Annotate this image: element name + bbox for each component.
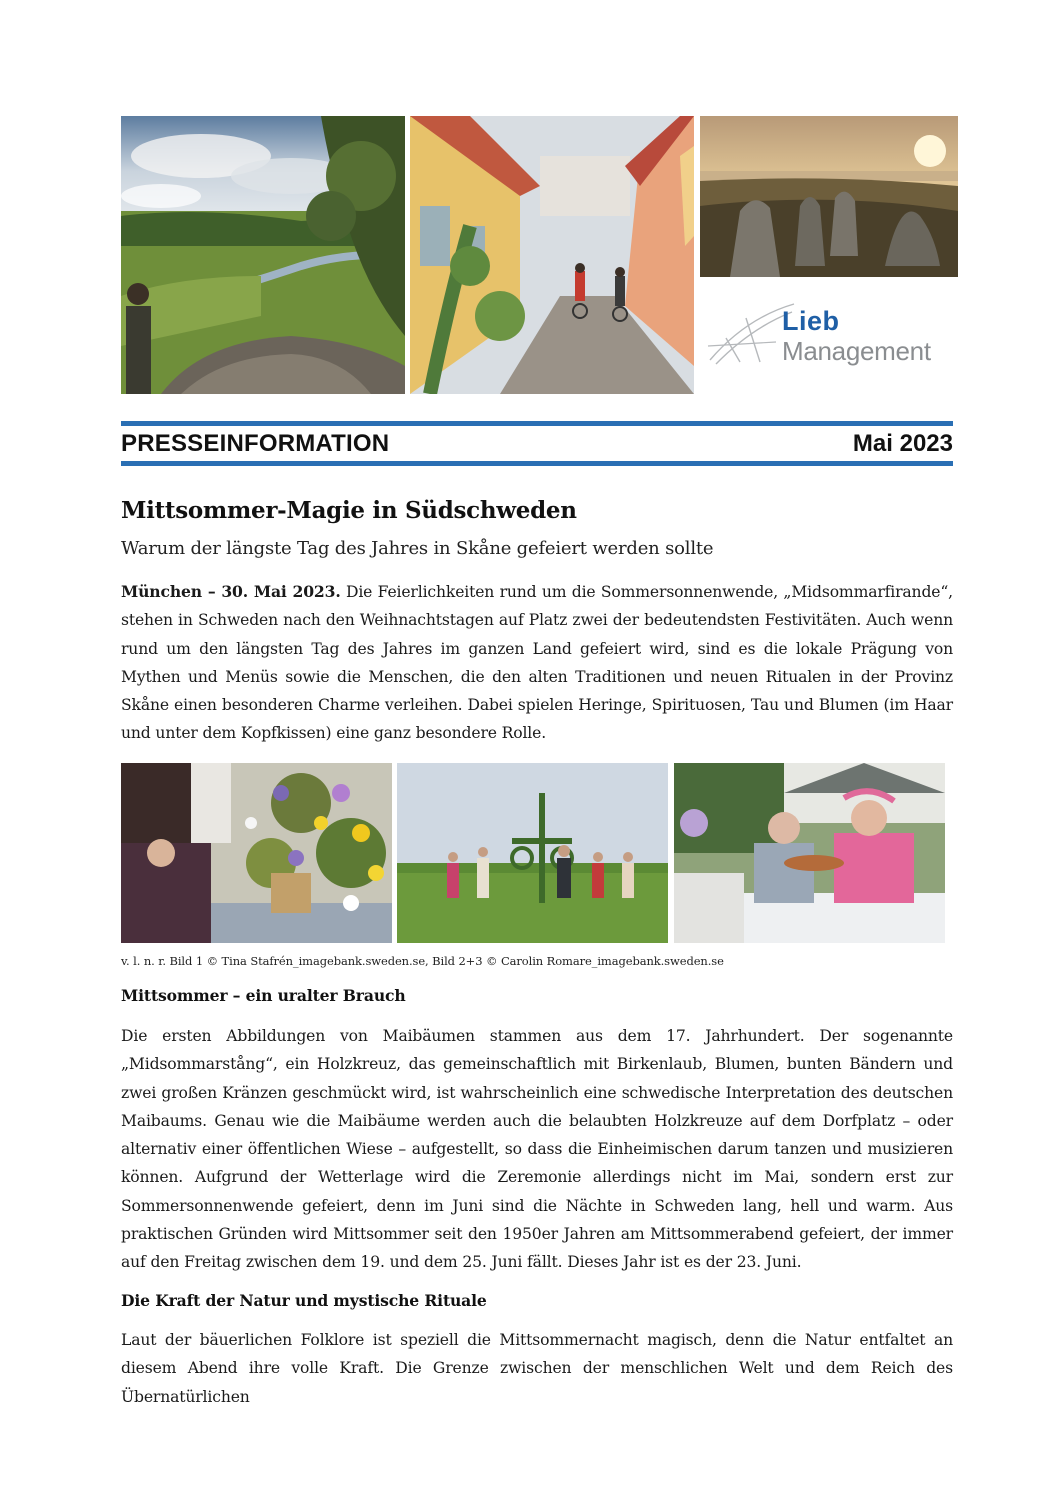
banner-bottom-rule (121, 461, 953, 466)
lead-paragraph (121, 578, 953, 748)
logo-line1: Lieb (782, 306, 840, 336)
section1-heading: Mittsommer – ein uralter Brauch (121, 986, 406, 1005)
section1-paragraph: Die ersten Abbildungen von Maibäumen stammen aus dem 17. Jahrhundert. Der sogenannte „Midsommarstång“, ein Holzkreuz, das gemeinschaftlich mit Birkenlaub, Blumen, bunten Bändern und zwei großen Kränzen geschmückt wird, ist wahrscheinlich eine schwedische Interpretation des deutschen Maibaums. Genau wie die Maibäume werden auch die belaubten Holzkreuze auf dem Dorfplatz – oder alternativ einer öffentlichen Wiese – aufgestellt, so dass die Einheimischen darum tanzen und musizieren können. Aufgrund der Wetterlage wird die Zeremonie allerdings nicht im Mai, sondern erst zur Sommersonnenwende gefeiert, denn im Juni sind die Nächte in Schweden lang, hell und warm. Aus praktischen Gründen wird Mittsommer seit den 1950er Jahren am Mittsommerabend gefeiert, der immer auf den Freitag zwischen dem 19. und dem 25. Juni fällt. Dieses Jahr ist es der 23. Juni. (121, 1027, 953, 1272)
lieb-management-logo (700, 290, 958, 394)
article-subtitle: Warum der längste Tag des Jahres in Skåne gefeiert werden sollte (121, 538, 714, 559)
banner-top-rule (121, 421, 953, 426)
article-title: Mittsommer-Magie in Südschweden (121, 497, 577, 524)
cobblestone-street-photo (410, 116, 694, 394)
stone-ship-sunset-photo (700, 116, 958, 277)
issue-date: Mai 2023 (852, 430, 953, 457)
logo-line2: Management (782, 336, 931, 366)
press-label: PRESSEINFORMATION (121, 430, 390, 457)
flower-arrangement-photo (121, 763, 392, 943)
maypole-dance-photo (397, 763, 668, 943)
river-landscape-photo (121, 116, 405, 394)
section2-paragraph: Laut der bäuerlichen Folklore ist speziell die Mittsommernacht magisch, denn die Natur entfaltet an diesem Abend ihre volle Kraft. Die Grenze zwischen der menschlichen Welt und dem Reich des Übernatürlichen (121, 1331, 953, 1406)
outdoor-meal-photo (674, 763, 945, 943)
dateline: München – 30. Mai 2023. (121, 582, 341, 601)
photo-caption: v. l. n. r. Bild 1 © Tina Stafrén_imagebank.sweden.se, Bild 2+3 © Carolin Romare_imagebank.sweden.se (121, 954, 724, 968)
lead-text: Die Feierlichkeiten rund um die Sommersonnenwende, „Midsommarfirande“, stehen in Schweden nach den Weihnachtstagen auf Platz zwei der bedeutendsten Festivitäten. Auch wenn rund um den längsten Tag des Jahres im ganzen Land gefeiert wird, sind es die lokale Prägung von Mythen und Menüs sowie die Menschen, die den alten Traditionen und neuen Ritualen in der Provinz Skåne einen besonderen Charme verleihen. Dabei spielen Heringe, Spirituosen, Tau und Blumen (im Haar und unter dem Kopfkissen) eine ganz besondere Rolle. (121, 583, 953, 743)
section2-heading: Die Kraft der Natur und mystische Rituale (121, 1291, 487, 1310)
